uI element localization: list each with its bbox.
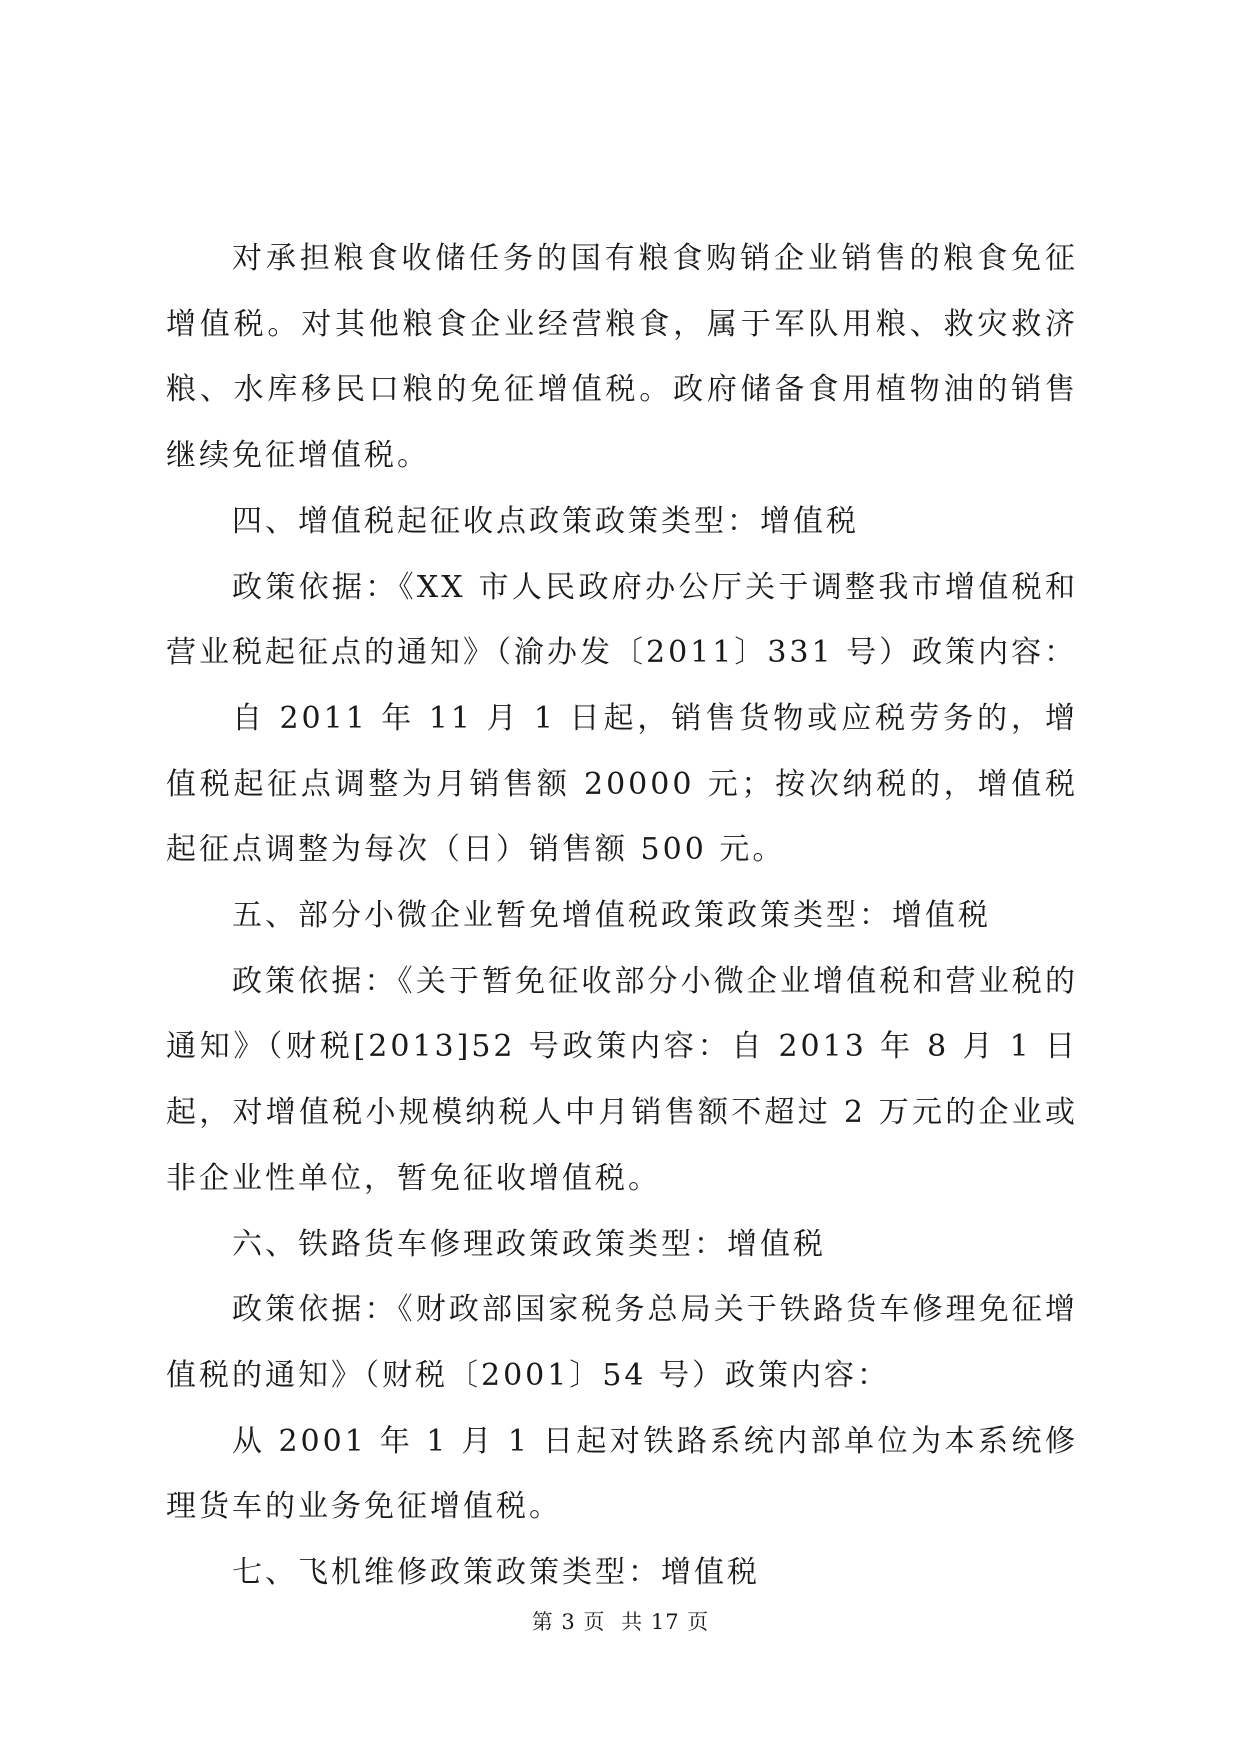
page-total: 共 17 页 bbox=[621, 1610, 710, 1634]
paragraph-policy-content-6: 从 2001 年 1 月 1 日起对铁路系统内部单位为本系统修理货车的业务免征增值税。 bbox=[166, 1423, 1078, 1525]
paragraph-policy-basis-5: 政策依据：《关于暂免征收部分小微企业增值税和营业税的通知》（财税[2013]52 号政策内容：自 2013 年 8 月 1 日起，对增值税小规模纳税人中月销售额不超过 2 万元的企业或非企业性单位，暂免征收增值税。 bbox=[166, 963, 1078, 1196]
paragraph-policy-basis-4: 政策依据：《XX 市人民政府办公厅关于调整我市增值税和营业税起征点的通知》（渝办发〔2011〕331 号）政策内容： bbox=[166, 569, 1078, 671]
paragraph-policy-basis-6: 政策依据：《财政部国家税务总局关于铁路货车修理免征增值税的通知》（财税〔2001〕54 号）政策内容： bbox=[166, 1292, 1078, 1393]
page-number: 第 3 页 bbox=[531, 1610, 606, 1634]
heading-section-5: 五、部分小微企业暂免增值税政策政策类型：增值税 bbox=[232, 898, 991, 934]
paragraph-grain-exemption: 对承担粮食收储任务的国有粮食购销企业销售的粮食免征增值税。对其他粮食企业经营粮食，属于军队用粮、救灾救济粮、水库移民口粮的免征增值税。政府储备食用植物油的销售继续免征增值税。 bbox=[166, 241, 1078, 474]
page-footer bbox=[0, 1606, 1241, 1636]
heading-section-7: 七、飞机维修政策政策类型：增值税 bbox=[232, 1555, 760, 1591]
heading-section-6: 六、铁路货车修理政策政策类型：增值税 bbox=[232, 1226, 826, 1262]
heading-section-4: 四、增值税起征收点政策政策类型：增值税 bbox=[232, 503, 859, 539]
paragraph-policy-content-4: 自 2011 年 11 月 1 日起，销售货物或应税劳务的，增值税起征点调整为月销售额 20000 元；按次纳税的，增值税起征点调整为每次（日）销售额 500 元。 bbox=[166, 700, 1078, 868]
document-body bbox=[166, 226, 1078, 1606]
